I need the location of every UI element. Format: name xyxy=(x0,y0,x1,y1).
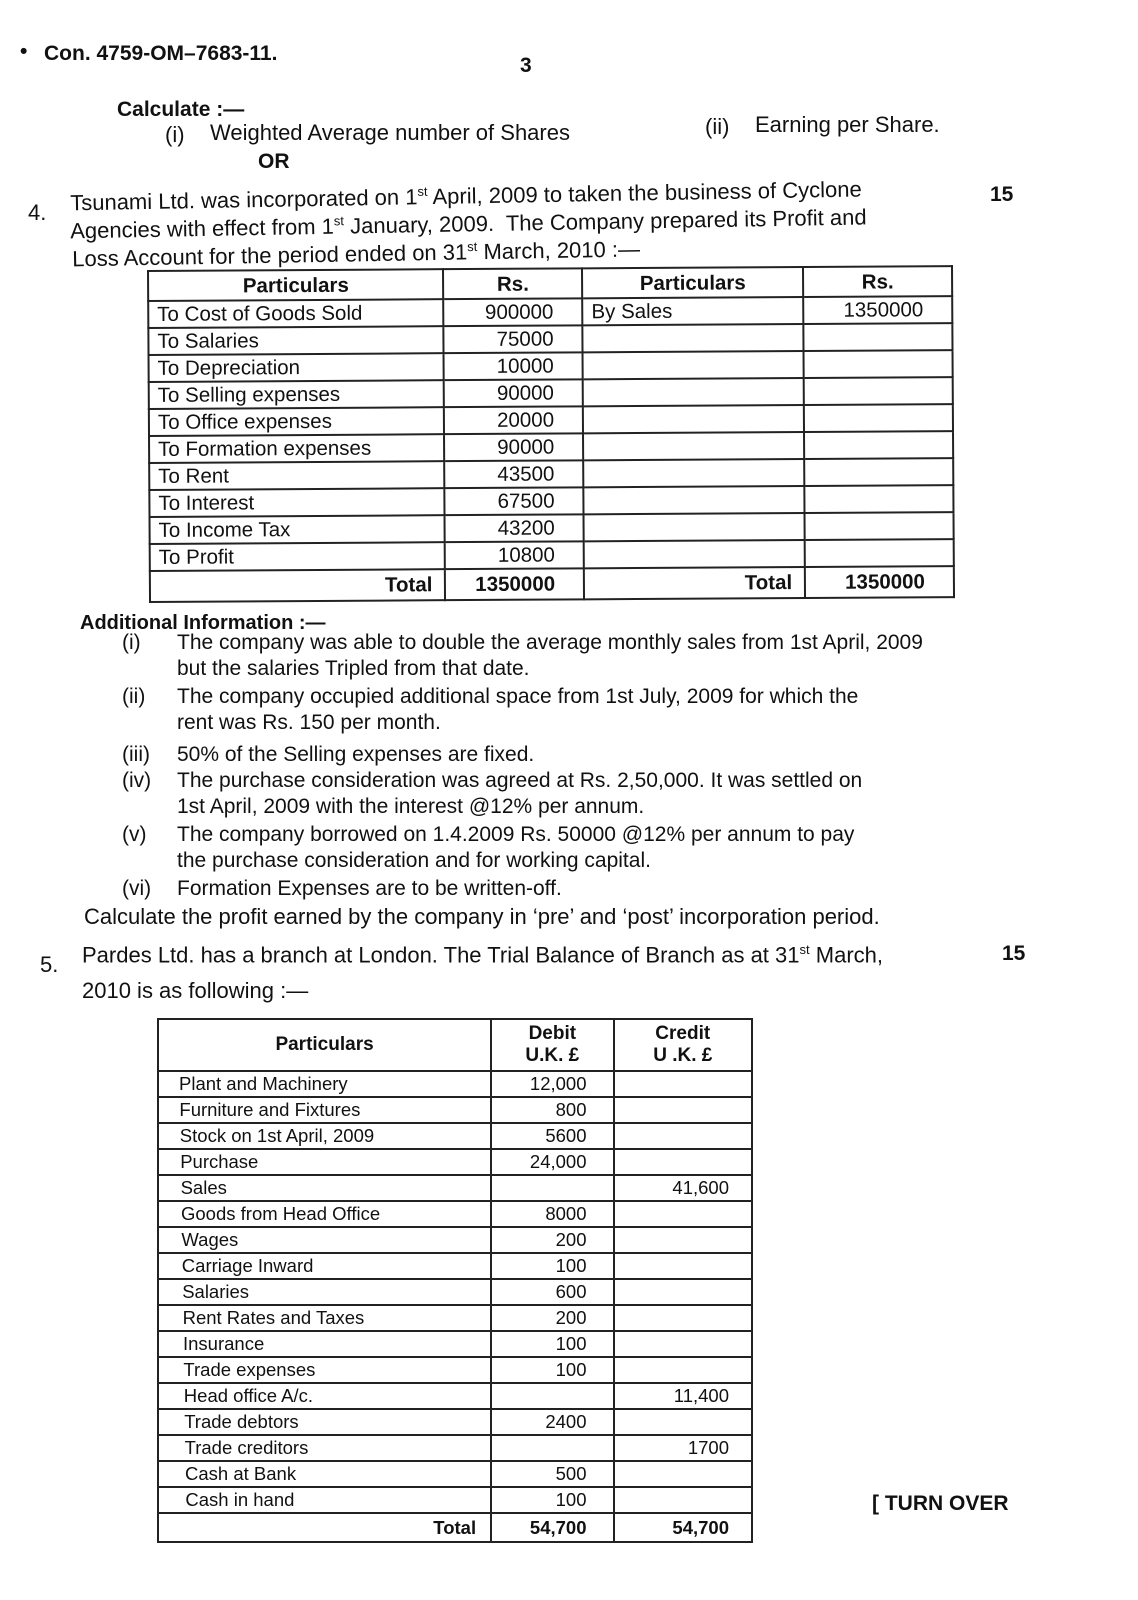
list-item-line-2: the purchase consideration and for working capital. xyxy=(177,849,651,872)
table-row xyxy=(158,1149,752,1175)
row-amount: 43500 xyxy=(445,460,584,488)
additional-info-heading: Additional Information :— xyxy=(80,612,326,634)
list-item-line-1: The company was able to double the average monthly sales from 1st April, 2009 xyxy=(177,631,923,654)
tb-row-credit xyxy=(614,1331,752,1357)
table-row xyxy=(158,1175,752,1201)
tb-total-row xyxy=(158,1513,752,1542)
or-label: OR xyxy=(258,150,290,173)
q4-line-3: Loss Account for the period ended on 31st March, 2010 :— xyxy=(72,236,641,272)
table-row xyxy=(158,1253,752,1279)
row-amount-right xyxy=(805,539,954,567)
total-label-right: Total xyxy=(584,567,805,599)
table-row xyxy=(158,1383,752,1409)
table-row xyxy=(158,1097,752,1123)
tb-row-credit xyxy=(614,1201,752,1227)
row-amount-right xyxy=(804,377,953,405)
tb-total-credit: 54,700 xyxy=(614,1513,752,1542)
row-amount: 43200 xyxy=(445,514,584,542)
row-amount-right xyxy=(804,350,953,378)
tb-row-particulars: Carriage Inward xyxy=(158,1253,491,1279)
row-particulars-right xyxy=(584,513,805,541)
row-particulars-right xyxy=(583,378,804,406)
tb-row-credit xyxy=(614,1227,752,1253)
q5-marks: 15 xyxy=(1002,942,1026,965)
q5-line-1: Pardes Ltd. has a branch at London. The Trial Balance of Branch as at 31st March, xyxy=(82,942,883,968)
list-item-line-2: rent was Rs. 150 per month. xyxy=(177,711,441,734)
row-particulars: To Selling expenses xyxy=(149,380,445,409)
list-item-number: (vi) xyxy=(122,877,152,900)
calc-item-ii-text: Earning per Share. xyxy=(755,112,940,137)
total-credit: 1350000 xyxy=(805,566,954,598)
tb-row-particulars: Plant and Machinery xyxy=(158,1071,491,1097)
tb-row-debit: 5600 xyxy=(491,1123,613,1149)
table-row xyxy=(158,1201,752,1227)
row-amount-right xyxy=(804,404,953,432)
table-row xyxy=(158,1123,752,1149)
table-row xyxy=(158,1487,752,1513)
tb-row-credit xyxy=(614,1123,752,1149)
tb-row-particulars: Sales xyxy=(158,1175,491,1201)
tb-row-debit: 200 xyxy=(491,1227,613,1253)
row-particulars: To Office expenses xyxy=(149,407,445,436)
profit-loss-table xyxy=(147,265,955,603)
tb-row-debit: 200 xyxy=(491,1305,613,1331)
list-item-number: (i) xyxy=(122,631,141,654)
q4-line-2: Agencies with effect from 1st January, 2009. The Company prepared its Profit and xyxy=(70,204,867,244)
tb-row-credit xyxy=(614,1357,752,1383)
list-item-number: (ii) xyxy=(122,685,146,708)
tb-row-particulars: Cash at Bank xyxy=(158,1461,491,1487)
q5-line-2: 2010 is as following :— xyxy=(82,978,309,1003)
row-particulars: To Interest xyxy=(149,488,445,517)
tb-row-credit: 11,400 xyxy=(614,1383,752,1409)
tb-row-particulars: Rent Rates and Taxes xyxy=(158,1305,491,1331)
row-particulars: To Cost of Goods Sold xyxy=(148,299,444,328)
tb-row-particulars: Purchase xyxy=(158,1149,491,1175)
turn-over: [ TURN OVER xyxy=(872,1492,1009,1515)
tb-row-particulars: Insurance xyxy=(158,1331,491,1357)
tb-header-debit xyxy=(491,1019,613,1071)
tb-header-credit-label: Credit xyxy=(655,1023,711,1044)
tb-row-debit xyxy=(491,1435,613,1461)
q4-line-1: Tsunami Ltd. was incorporated on 1st April, 2009 to taken the business of Cyclone xyxy=(70,176,862,216)
row-amount: 10000 xyxy=(444,352,583,380)
q4-closing: Calculate the profit earned by the company in ‘pre’ and ‘post’ incorporation period. xyxy=(84,904,880,929)
row-particulars-right xyxy=(584,540,805,568)
list-item-line-1: Formation Expenses are to be written-off. xyxy=(177,877,562,900)
tb-row-debit: 500 xyxy=(491,1461,613,1487)
tb-row-particulars: Trade creditors xyxy=(158,1435,491,1461)
row-amount-right xyxy=(804,431,953,459)
tb-row-credit xyxy=(614,1097,752,1123)
calculate-heading: Calculate :— xyxy=(117,98,245,121)
list-item-text xyxy=(177,768,997,820)
row-amount: 20000 xyxy=(444,406,583,434)
tb-row-particulars: Trade expenses xyxy=(158,1357,491,1383)
tb-header-particulars: Particulars xyxy=(158,1019,491,1071)
list-item-number: (iv) xyxy=(122,769,152,792)
tb-row-debit: 8000 xyxy=(491,1201,613,1227)
row-particulars-right xyxy=(583,432,804,460)
tb-row-debit: 800 xyxy=(491,1097,613,1123)
tb-row-debit: 100 xyxy=(491,1253,613,1279)
tb-row-credit xyxy=(614,1253,752,1279)
tb-header-credit-unit: U .K. £ xyxy=(653,1045,713,1066)
tb-total-debit: 54,700 xyxy=(491,1513,613,1542)
table-row xyxy=(158,1227,752,1253)
row-particulars-right xyxy=(583,459,804,487)
list-item-line-1: The company occupied additional space from 1st July, 2009 for which the xyxy=(177,685,859,708)
total-row xyxy=(150,566,954,602)
row-particulars: To Income Tax xyxy=(150,515,446,544)
list-item-text xyxy=(177,742,997,768)
tb-row-particulars: Wages xyxy=(158,1227,491,1253)
table-header-row xyxy=(148,266,952,301)
list-item-number: (v) xyxy=(122,823,147,846)
tb-header-debit-label: Debit xyxy=(528,1023,577,1044)
tb-row-debit: 24,000 xyxy=(491,1149,613,1175)
list-item-text xyxy=(177,822,997,874)
row-amount: 90000 xyxy=(444,379,583,407)
page-number: 3 xyxy=(520,54,532,77)
header-rs-right: Rs. xyxy=(803,266,952,297)
row-particulars: To Rent xyxy=(149,461,445,490)
tb-row-debit: 100 xyxy=(491,1357,613,1383)
tb-row-debit xyxy=(491,1175,613,1201)
tb-row-particulars: Head office A/c. xyxy=(158,1383,491,1409)
row-particulars-right: By Sales xyxy=(582,297,803,325)
row-particulars: To Profit xyxy=(150,542,446,571)
table-row xyxy=(158,1461,752,1487)
tb-row-particulars: Stock on 1st April, 2009 xyxy=(158,1123,491,1149)
table-row xyxy=(158,1435,752,1461)
tb-row-debit: 2400 xyxy=(491,1409,613,1435)
row-particulars: To Depreciation xyxy=(149,353,445,382)
table-row xyxy=(158,1071,752,1097)
tb-row-debit: 100 xyxy=(491,1487,613,1513)
row-amount-right: 1350000 xyxy=(803,296,952,324)
tb-row-credit xyxy=(614,1279,752,1305)
row-amount: 75000 xyxy=(444,325,583,353)
calc-item-ii-number: (ii) xyxy=(705,114,730,139)
table-row xyxy=(158,1357,752,1383)
list-item-line-1: The purchase consideration was agreed at Rs. 2,50,000. It was settled on xyxy=(177,769,863,792)
list-item-text xyxy=(177,630,997,682)
header-rs: Rs. xyxy=(443,268,582,299)
table-row xyxy=(158,1331,752,1357)
tb-row-particulars: Cash in hand xyxy=(158,1487,491,1513)
row-particulars: To Salaries xyxy=(148,326,444,355)
list-item-text xyxy=(177,876,997,902)
calc-item-i-number: (i) xyxy=(165,122,185,147)
tb-row-debit: 100 xyxy=(491,1331,613,1357)
tb-header-row xyxy=(158,1019,752,1071)
tb-row-credit xyxy=(614,1487,752,1513)
tb-row-credit xyxy=(614,1149,752,1175)
row-amount-right xyxy=(804,458,953,486)
tb-row-particulars: Goods from Head Office xyxy=(158,1201,491,1227)
row-amount: 10800 xyxy=(445,541,584,569)
q5-number: 5. xyxy=(40,952,59,977)
total-debit: 1350000 xyxy=(445,568,584,600)
list-item-line-2: 1st April, 2009 with the interest @12% per annum. xyxy=(177,795,645,818)
tb-row-particulars: Trade debtors xyxy=(158,1409,491,1435)
row-amount: 90000 xyxy=(444,433,583,461)
tb-row-debit xyxy=(491,1383,613,1409)
list-item-number: (iii) xyxy=(122,743,150,766)
tb-header-credit xyxy=(614,1019,752,1071)
row-particulars: To Formation expenses xyxy=(149,434,445,463)
q4-marks: 15 xyxy=(990,183,1014,206)
row-amount-right xyxy=(805,512,954,540)
tb-row-credit: 1700 xyxy=(614,1435,752,1461)
tb-total-label: Total xyxy=(158,1513,491,1542)
list-item-text xyxy=(177,684,997,736)
list-item-line-1: 50% of the Selling expenses are fixed. xyxy=(177,743,535,766)
header-particulars: Particulars xyxy=(148,269,444,301)
tb-row-debit: 600 xyxy=(491,1279,613,1305)
row-particulars-right xyxy=(583,324,804,352)
total-label: Total xyxy=(150,569,446,602)
row-amount-right xyxy=(804,323,953,351)
q4-number: 4. xyxy=(28,200,47,225)
calc-item-i-text: Weighted Average number of Shares xyxy=(210,120,570,145)
tb-row-particulars: Salaries xyxy=(158,1279,491,1305)
tb-row-credit xyxy=(614,1409,752,1435)
row-amount-right xyxy=(805,485,954,513)
header-particulars-right: Particulars xyxy=(582,267,803,298)
table-row xyxy=(158,1279,752,1305)
exam-code: Con. 4759-OM–7683-11. xyxy=(44,42,278,65)
bullet-dot: • xyxy=(20,40,28,63)
tb-row-credit xyxy=(614,1071,752,1097)
tb-row-particulars: Furniture and Fixtures xyxy=(158,1097,491,1123)
list-item-line-2: but the salaries Tripled from that date. xyxy=(177,657,530,680)
row-particulars-right xyxy=(583,351,804,379)
row-particulars-right xyxy=(583,486,804,514)
table-row xyxy=(158,1305,752,1331)
list-item-line-1: The company borrowed on 1.4.2009 Rs. 50000 @12% per annum to pay xyxy=(177,823,855,846)
row-amount: 900000 xyxy=(444,298,583,326)
tb-row-credit xyxy=(614,1305,752,1331)
tb-header-debit-unit: U.K. £ xyxy=(525,1045,580,1066)
row-particulars-right xyxy=(583,405,804,433)
tb-row-credit xyxy=(614,1461,752,1487)
trial-balance-table xyxy=(157,1018,753,1543)
table-row xyxy=(158,1409,752,1435)
row-amount: 67500 xyxy=(445,487,584,515)
tb-row-debit: 12,000 xyxy=(491,1071,613,1097)
tb-row-credit: 41,600 xyxy=(614,1175,752,1201)
